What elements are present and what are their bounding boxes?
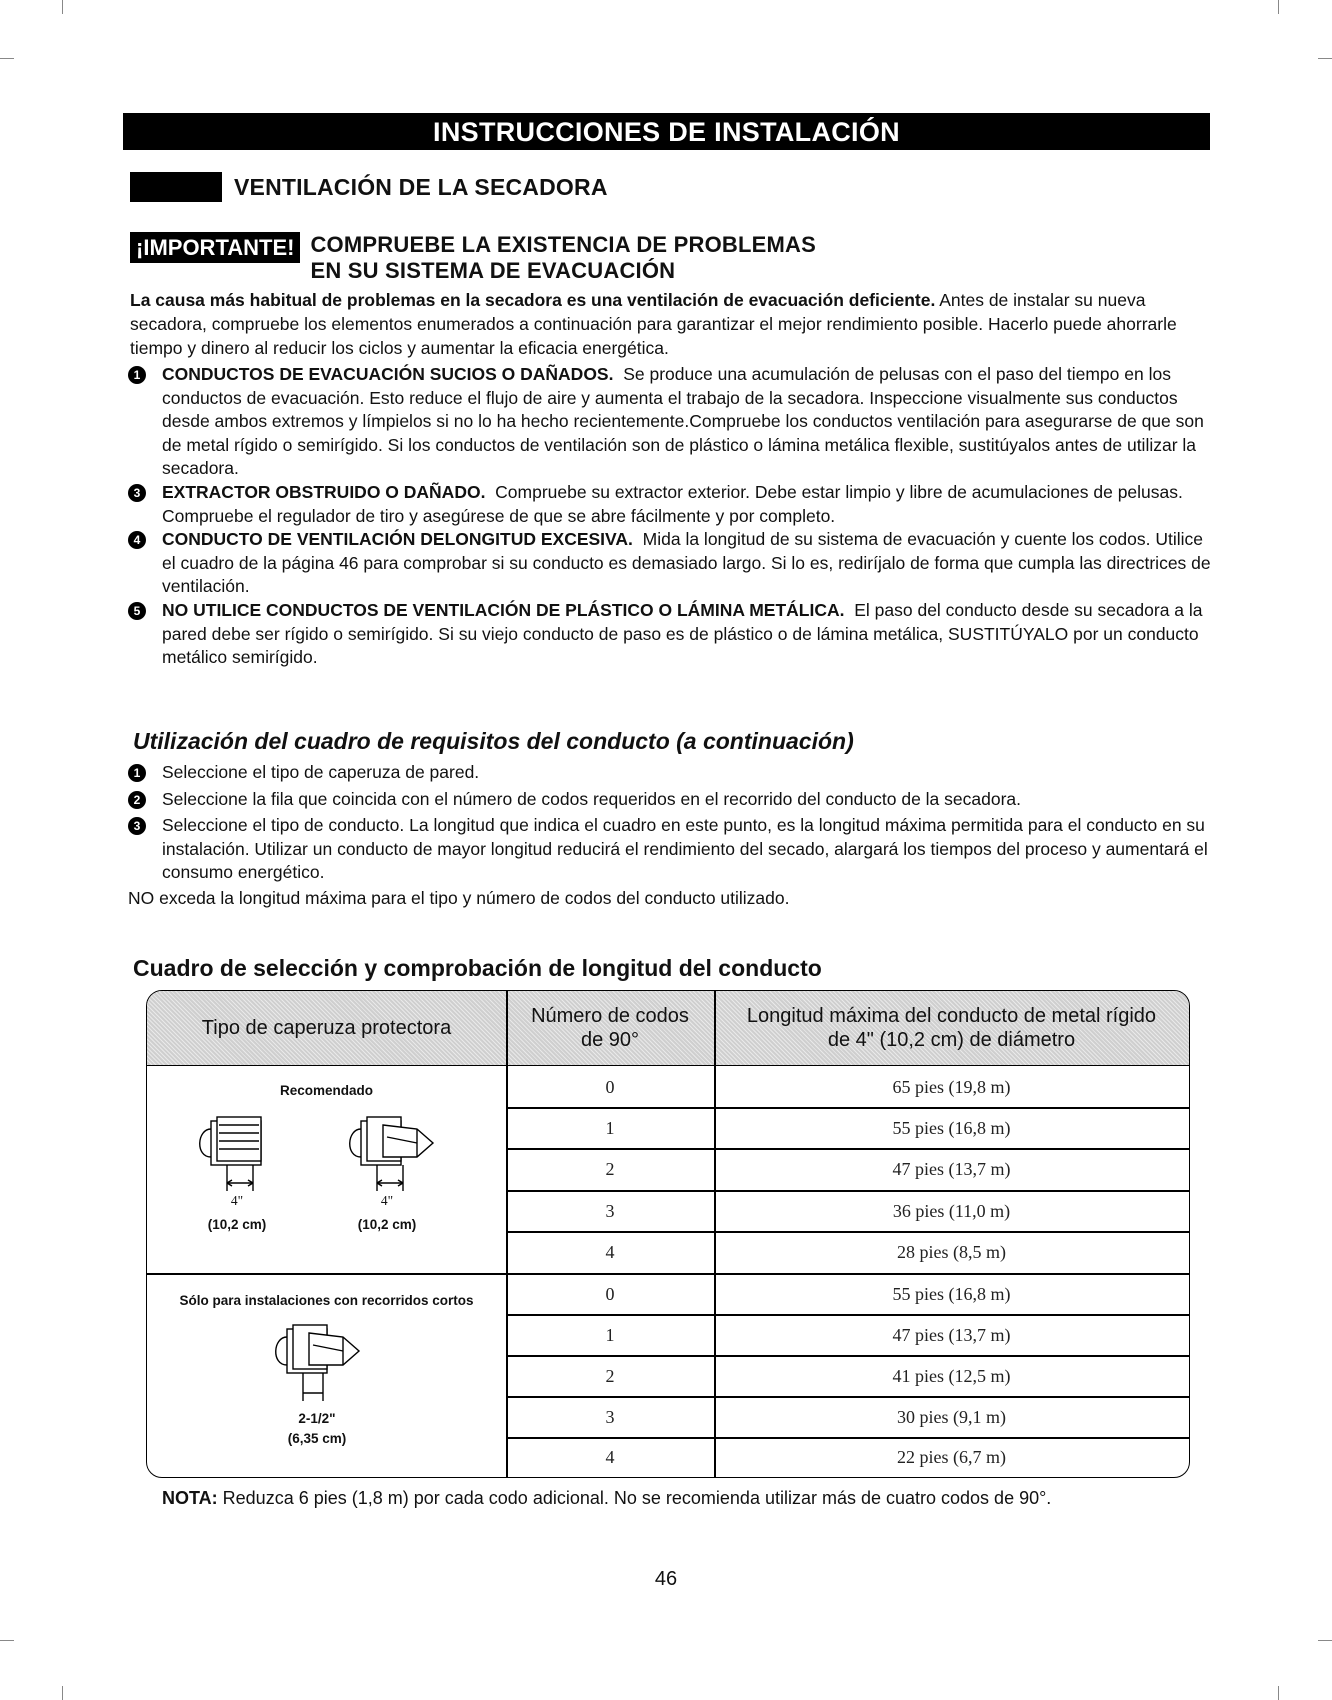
elbow-cell: 0 xyxy=(605,1076,615,1097)
number-bullet-icon: 2 xyxy=(128,791,146,809)
list-item: 5 NO UTILICE CONDUCTOS DE VENTILACIÓN DE PLÁSTICO O LÁMINA METÁLICA. El paso del conducto desde su secadora a la pared debe ser rígido o semirígido. Si su viejo conducto de paso es de plástico o de lámina metálica, SUSTITÚYALO por un conducto metálico semirígido. xyxy=(128,599,1216,670)
length-cell: 41 pies (12,5 m) xyxy=(892,1365,1011,1386)
elbow-cell: 0 xyxy=(605,1283,615,1304)
elbow-cell: 1 xyxy=(605,1117,615,1138)
column-header: Número de codos de 90° xyxy=(531,1005,689,1051)
crop-mark xyxy=(1318,1640,1332,1641)
section-title: VENTILACIÓN DE LA SECADORA xyxy=(234,173,608,200)
table-note: NOTA: Reduzca 6 pies (1,8 m) por cada codo adicional. No se recomienda utilizar más de cuatro codos de 90°. xyxy=(162,1488,1052,1508)
list-item: 4 CONDUCTO DE VENTILACIÓN DELONGITUD EXCESIVA. Mida la longitud de su sistema de evacuación y cuente los codos. Utilice el cuadro de la página 46 para comprobar si su conducto es demasiado largo. Si lo es, rediríjalo de forma que cumpla las directrices de ventilación. xyxy=(128,528,1216,599)
column-header: Tipo de caperuza protectora xyxy=(201,1017,452,1039)
length-cell: 47 pies (13,7 m) xyxy=(892,1324,1011,1345)
crop-mark xyxy=(1278,0,1279,14)
dimension-label: (10,2 cm) xyxy=(357,1217,417,1232)
crop-mark xyxy=(62,0,63,14)
number-bullet-icon: 4 xyxy=(128,531,146,549)
elbow-cell: 3 xyxy=(605,1200,615,1221)
page-number: 46 xyxy=(654,1568,678,1590)
dimension-label: 2-1/2" xyxy=(298,1411,336,1426)
important-heading xyxy=(130,232,816,284)
crop-mark xyxy=(62,1686,63,1700)
number-bullet-icon: 3 xyxy=(128,484,146,502)
length-cell: 65 pies (19,8 m) xyxy=(892,1076,1011,1097)
list-item: 3 Seleccione el tipo de conducto. La longitud que indica el cuadro en este punto, es la longitud máxima permitida para el conducto en su instalación. Utilizar un conducto de mayor longitud reducirá el rendimiento del secado, alargará los tiempos del proceso y aumentará el consumo energético. xyxy=(128,814,1216,885)
important-badge: ¡IMPORTANTE! xyxy=(130,232,300,263)
usage-heading: Utilización del cuadro de requisitos del conducto (a continuación) xyxy=(133,728,854,754)
list-item: 2 Seleccione la fila que coincida con el número de codos requeridos en el recorrido del conducto de la secadora. xyxy=(128,788,1216,812)
elbow-cell: 2 xyxy=(605,1158,615,1179)
section-heading xyxy=(130,172,608,202)
dimension-label: (6,35 cm) xyxy=(287,1431,347,1446)
usage-steps xyxy=(128,761,1216,911)
checks-list xyxy=(128,363,1216,670)
intro-paragraph: La causa más habitual de problemas en la secadora es una ventilación de evacuación deficiente. Antes de instalar su nueva secadora, compruebe los elementos enumerados a continuación para garantizar el mejor rendimiento posible. Hacerlo puede ahorrarle tiempo y dinero al reducir los ciclos y aumentar la eficacia energética. xyxy=(130,290,1177,358)
number-bullet-icon: 1 xyxy=(128,366,146,384)
column-header: Longitud máxima del conducto de metal rígido de 4" (10,2 cm) de diámetro xyxy=(746,1005,1157,1051)
list-item: 1 CONDUCTOS DE EVACUACIÓN SUCIOS O DAÑADOS. Se produce una acumulación de pelusas con el paso del tiempo en los conductos de evacuación. Esto reduce el flujo de aire y aumenta el trabajo de la secadora. Inspeccione visualmente sus conductos desde ambos extremos y límpielos si no lo ha hecho recientemente.Compruebe los conductos ventilación para asegurarse de que son de metal rígido o semirígido. Si los conductos de ventilación son de plástico o lámina metálica flexible, sustitúyalos antes de utilizar la secadora. xyxy=(128,363,1216,481)
table-header xyxy=(147,991,1189,1066)
elbow-cell: 2 xyxy=(605,1365,615,1386)
number-bullet-icon: 1 xyxy=(128,764,146,782)
group-label: Recomendado xyxy=(279,1083,374,1098)
length-cell: 28 pies (8,5 m) xyxy=(897,1241,1006,1262)
list-item: 3 EXTRACTOR OBSTRUIDO O DAÑADO. Compruebe su extractor exterior. Debe estar limpio y libre de acumulaciones de pelusas. Compruebe el regulador de tiro y asegúrese de que se abre fácilmente y por completo. xyxy=(128,481,1216,528)
number-bullet-icon: 5 xyxy=(128,602,146,620)
elbow-cell: 4 xyxy=(605,1241,615,1262)
length-cell: 55 pies (16,8 m) xyxy=(892,1117,1011,1138)
dimension-label: 4" xyxy=(380,1193,394,1208)
length-cell: 22 pies (6,7 m) xyxy=(897,1446,1006,1467)
elbow-cell: 1 xyxy=(605,1324,615,1345)
dimension-label: (10,2 cm) xyxy=(207,1217,267,1232)
section-marker-block xyxy=(130,172,222,202)
crop-mark xyxy=(1318,58,1332,59)
duct-length-table xyxy=(146,990,1190,1478)
length-cell: 47 pies (13,7 m) xyxy=(892,1158,1011,1179)
dimension-label: 4" xyxy=(230,1193,244,1208)
crop-mark xyxy=(1278,1686,1279,1700)
table-heading: Cuadro de selección y comprobación de longitud del conducto xyxy=(133,955,822,981)
important-title: COMPRUEBE LA EXISTENCIA DE PROBLEMAS EN SU SISTEMA DE EVACUACIÓN xyxy=(310,232,816,283)
small-vent-hood-icon xyxy=(257,1319,387,1419)
usage-note: NO exceda la longitud máxima para el tipo y número de codos del conducto utilizado. xyxy=(128,887,790,908)
crop-mark xyxy=(0,1640,14,1641)
page-banner: INSTRUCCIONES DE INSTALACIÓN xyxy=(123,113,1210,150)
crop-mark xyxy=(0,58,14,59)
length-cell: 55 pies (16,8 m) xyxy=(892,1283,1011,1304)
length-cell: 30 pies (9,1 m) xyxy=(897,1406,1006,1427)
length-cell: 36 pies (11,0 m) xyxy=(892,1200,1011,1221)
list-item: 1 Seleccione el tipo de caperuza de pared. xyxy=(128,761,1216,785)
group-label: Sólo para instalaciones con recorridos cortos xyxy=(179,1293,474,1308)
elbow-cell: 3 xyxy=(605,1406,615,1427)
elbow-cell: 4 xyxy=(605,1446,615,1467)
number-bullet-icon: 3 xyxy=(128,817,146,835)
